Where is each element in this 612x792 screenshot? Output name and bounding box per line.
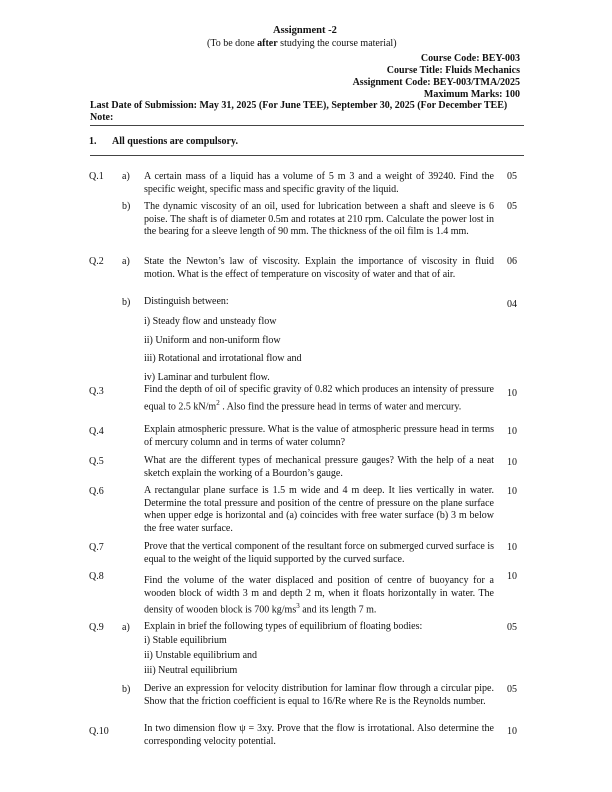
assignment-title: Assignment -2	[273, 25, 337, 36]
last-date-of-submission: Last Date of Submission: May 31, 2025 (For June TEE), September 30, 2025 (For December TEE)	[90, 100, 508, 111]
question-marks: 10	[507, 426, 517, 437]
question-text: Derive an expression for velocity distribution for laminar flow through a circular pipe. Show that the friction coefficient is equal to 16/Re where Re is the Reynolds number.	[144, 683, 494, 707]
list-item: iii) Neutral equilibrium	[144, 665, 238, 676]
assignment-subtitle	[207, 38, 397, 49]
text-segment: . Also find the pressure head in terms of water and mercury.	[219, 400, 462, 412]
question-marks: 04	[507, 299, 517, 310]
question-number: Q.8	[89, 571, 104, 582]
question-number: Q.4	[89, 426, 104, 437]
question-text: Distinguish between:	[144, 296, 229, 307]
question-text: The dynamic viscosity of an oil, used for lubrication between a shaft and sleeve is 6 poise. The shaft is of diameter 0.5m and rotates at 210 rpm. Calculate the power lost in the bearing for a sleeve length of 90 mm. The thickness of the oil film is 1.4 mm.	[144, 201, 494, 237]
question-text: State the Newton’s law of viscosity. Explain the importance of viscosity in fluid motion. What is the effect of temperature on viscosity of water and that of air.	[144, 256, 494, 280]
subtitle-pre: (To be done	[207, 38, 258, 49]
question-marks: 10	[507, 571, 517, 582]
list-item: ii) Unstable equilibrium and	[144, 650, 258, 661]
maximum-marks: Maximum Marks: 100	[423, 89, 520, 100]
question-marks: 05	[507, 171, 517, 182]
list-item: ii) Uniform and non-uniform flow	[144, 335, 281, 346]
question-text	[144, 575, 494, 617]
question-number: Q.6	[89, 486, 104, 497]
question-part: a)	[122, 622, 130, 633]
question-text: What are the different types of mechanical pressure gauges? With the help of a neat sketch explain the working of a Bourdon’s gauge.	[144, 455, 494, 479]
list-item: iii) Rotational and irrotational flow and	[144, 353, 302, 364]
instruction-text: All questions are compulsory.	[112, 136, 238, 147]
question-text: Explain atmospheric pressure. What is the value of atmospheric pressure head in terms of mercury column and in terms of water column?	[144, 424, 494, 448]
list-item: i) Stable equilibrium	[144, 635, 227, 646]
question-marks: 05	[507, 622, 517, 633]
question-number: Q.3	[89, 386, 104, 397]
question-number: Q.9	[89, 622, 104, 633]
question-text: Explain in brief the following types of equilibrium of floating bodies:	[144, 621, 423, 632]
header-rule-bottom	[90, 155, 524, 156]
question-text	[144, 384, 494, 413]
header-rule-top	[90, 125, 524, 126]
question-text: Prove that the vertical component of the resultant force on submerged curved surface is equal to the weight of the liquid supported by the curved surface.	[144, 541, 494, 565]
note-label: Note:	[90, 112, 114, 123]
text-segment: Find the volume of the water displaced and position of centre of buoyancy for a wooden block of width 3 m and depth 2 m, when it floats horizontally in water. The density of wooden block is 700 kg/ms	[144, 575, 494, 616]
subtitle-bold: after	[257, 38, 278, 49]
subtitle-post: studying the course material)	[277, 38, 397, 49]
question-marks: 10	[507, 486, 517, 497]
text-segment: and its length 7 m.	[299, 604, 377, 616]
question-number: Q.5	[89, 456, 104, 467]
question-marks: 05	[507, 684, 517, 695]
question-marks: 10	[507, 457, 517, 468]
question-part: b)	[122, 201, 131, 212]
question-number: Q.7	[89, 542, 104, 553]
question-text: In two dimension flow ψ = 3xy. Prove that the flow is irrotational. Also determine the corresponding velocity potential.	[144, 723, 494, 747]
list-item: iv) Laminar and turbulent flow.	[144, 372, 270, 383]
question-number: Q.2	[89, 256, 104, 267]
question-part: b)	[122, 684, 131, 695]
question-part: b)	[122, 297, 131, 308]
question-marks: 10	[507, 388, 517, 399]
superscript: 2	[216, 398, 220, 407]
question-marks: 05	[507, 201, 517, 212]
question-number: Q.10	[89, 726, 109, 737]
assignment-code: Assignment Code: BEY-003/TMA/2025	[352, 77, 520, 88]
course-title: Course Title: Fluids Mechanics	[386, 65, 520, 76]
list-item: i) Steady flow and unsteady flow	[144, 316, 277, 327]
question-text: A certain mass of a liquid has a volume of 5 m 3 and a weight of 39240. Find the specific weight, specific mass and specific gravity of the liquid.	[144, 171, 494, 195]
question-number: Q.1	[89, 171, 104, 182]
instruction-number: 1.	[89, 136, 97, 147]
text-segment: Find the depth of oil of specific gravity of 0.82 which produces an intensity of pressure equal to 2.5 kN/m	[144, 384, 494, 412]
question-marks: 10	[507, 726, 517, 737]
question-part: a)	[122, 256, 130, 267]
question-part: a)	[122, 171, 130, 182]
course-code: Course Code: BEY-003	[420, 53, 520, 64]
question-marks: 10	[507, 542, 517, 553]
question-marks: 06	[507, 256, 517, 267]
question-text: A rectangular plane surface is 1.5 m wide and 4 m deep. It lies vertically in water. Determine the total pressure and position of the centre of pressure on the plane surface when upper edge is horizontal and (a) coincides with free water surface (b) 3 m below the free water surface.	[144, 485, 494, 534]
superscript: 3	[296, 602, 300, 610]
